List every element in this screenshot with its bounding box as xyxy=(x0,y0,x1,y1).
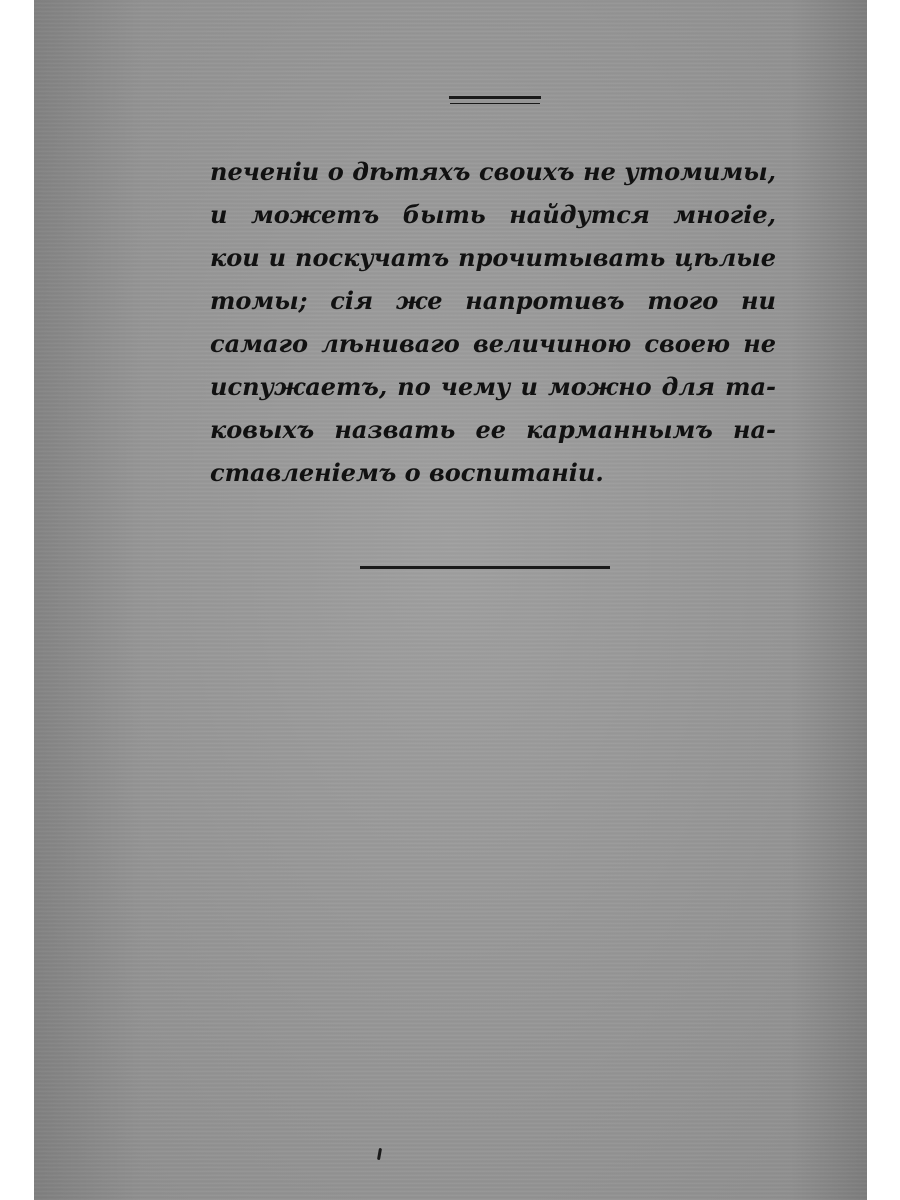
top-double-rule xyxy=(449,96,541,99)
text-line-8: ставленіемъ о воспитаніи. xyxy=(210,458,604,487)
text-line-1: печеніи о дѣтяхъ своихъ не утомимы, xyxy=(210,157,776,186)
body-text xyxy=(210,150,776,494)
page-shadow-left xyxy=(34,0,144,1200)
bottom-rule xyxy=(360,566,610,569)
text-line-5: самаго лѣниваго величиною своею не xyxy=(210,329,776,358)
text-line-4: томы; сія же напротивъ того ни xyxy=(210,286,776,315)
text-line-3: кои и поскучатъ прочитывать цѣлые xyxy=(210,243,776,272)
text-line-2: и можетъ быть найдутся многіе, xyxy=(210,200,776,229)
text-line-7: ковыхъ назвать ее карманнымъ на- xyxy=(210,415,776,444)
page-shadow-right xyxy=(790,0,867,1200)
text-line-6: испужаетъ, по чему и можно для та- xyxy=(210,372,776,401)
